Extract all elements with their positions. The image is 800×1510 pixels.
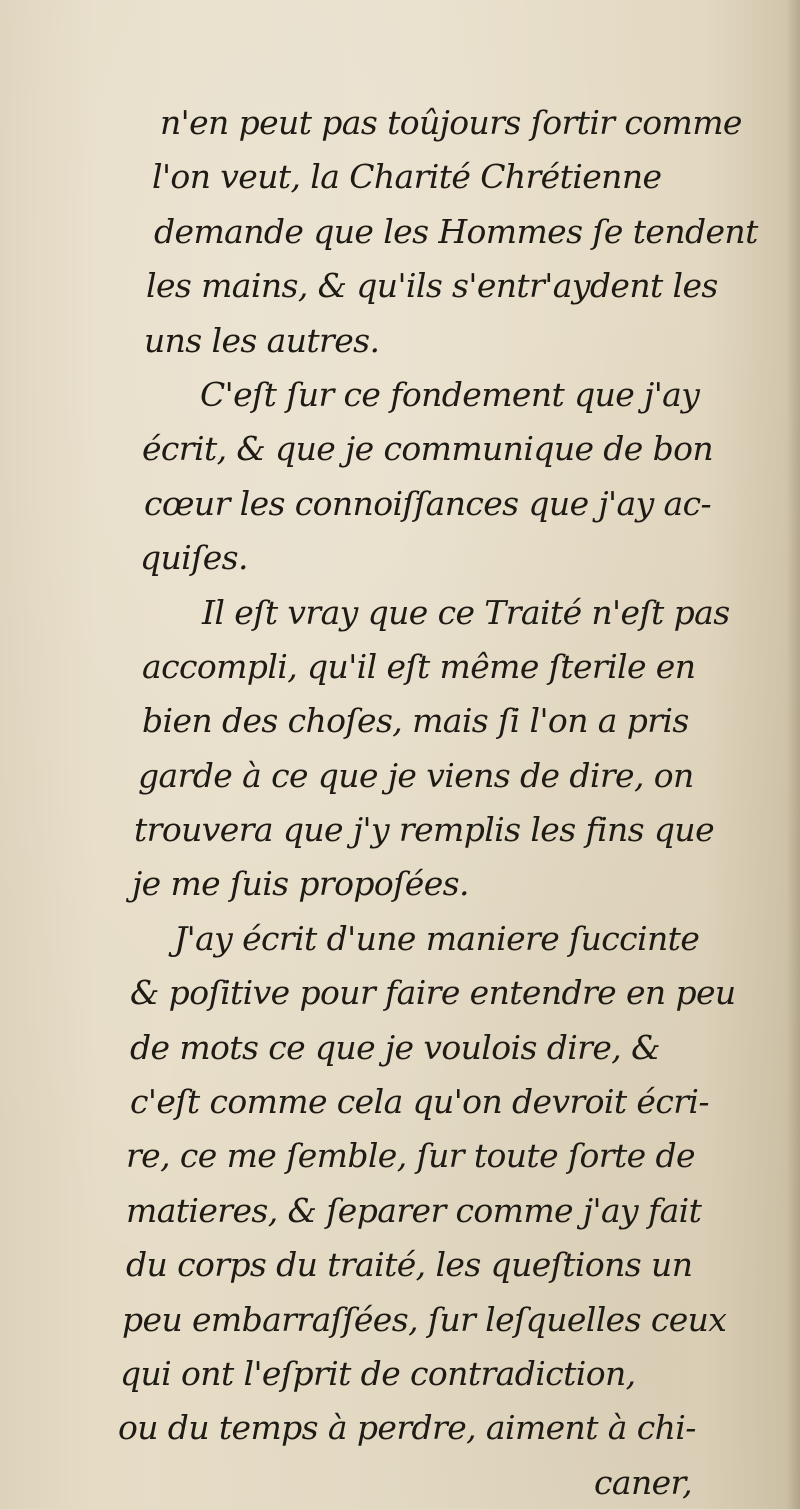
text-line: matieres, & ſeparer comme j'ay fait — [126, 1190, 702, 1230]
text-line: qui ont l'eſprit de contradiction, — [120, 1353, 636, 1393]
text-line: accompli, qu'il eſt même ſterile en — [142, 646, 696, 686]
text-line: de mots ce que je voulois dire, & — [130, 1027, 660, 1067]
text-line: bien des choſes, mais ſi l'on a pris — [142, 701, 689, 741]
text-line: re, ce me ſemble, ſur toute ſorte de — [126, 1136, 695, 1176]
text-line: écrit, & que je communique de bon — [142, 429, 714, 469]
catchword-line: caner, — [594, 1462, 692, 1502]
text-line: demande que les Hommes ſe tendent — [154, 211, 758, 251]
text-line: les mains, & qu'ils s'entr'aydent les — [146, 266, 718, 306]
text-line: je me ſuis propoſées. — [132, 864, 469, 904]
text-line: garde à ce que je viens de dire, on — [138, 755, 694, 795]
paragraph-start-line: J'ay écrit d'une maniere ſuccinte — [174, 918, 700, 958]
text-line: l'on veut, la Charité Chrétienne — [152, 157, 662, 197]
body-text — [118, 96, 778, 1510]
text-line: n'en peut pas toûjours ſortir comme — [160, 103, 742, 142]
text-line: & poſitive pour faire entendre en peu — [130, 973, 736, 1013]
text-line: c'eſt comme cela qu'on devroit écri- — [130, 1082, 709, 1122]
paragraph-start-line: C'eſt ſur ce fondement que j'ay — [200, 374, 700, 414]
text-line: trouvera que j'y remplis les fins que — [134, 810, 715, 850]
text-line: du corps du traité, les queſtions un — [126, 1245, 693, 1285]
text-line: quiſes. — [140, 538, 248, 578]
text-line: uns les autres. — [144, 320, 380, 360]
text-line: ou du temps à perdre, aiment à chi- — [118, 1408, 696, 1448]
text-line: cœur les connoiſſances que j'ay ac- — [144, 483, 712, 523]
paragraph-start-line: Il eſt vray que ce Traité n'eſt pas — [202, 592, 730, 632]
text-line: peu embarraſſées, ſur leſquelles ceux — [122, 1299, 727, 1339]
